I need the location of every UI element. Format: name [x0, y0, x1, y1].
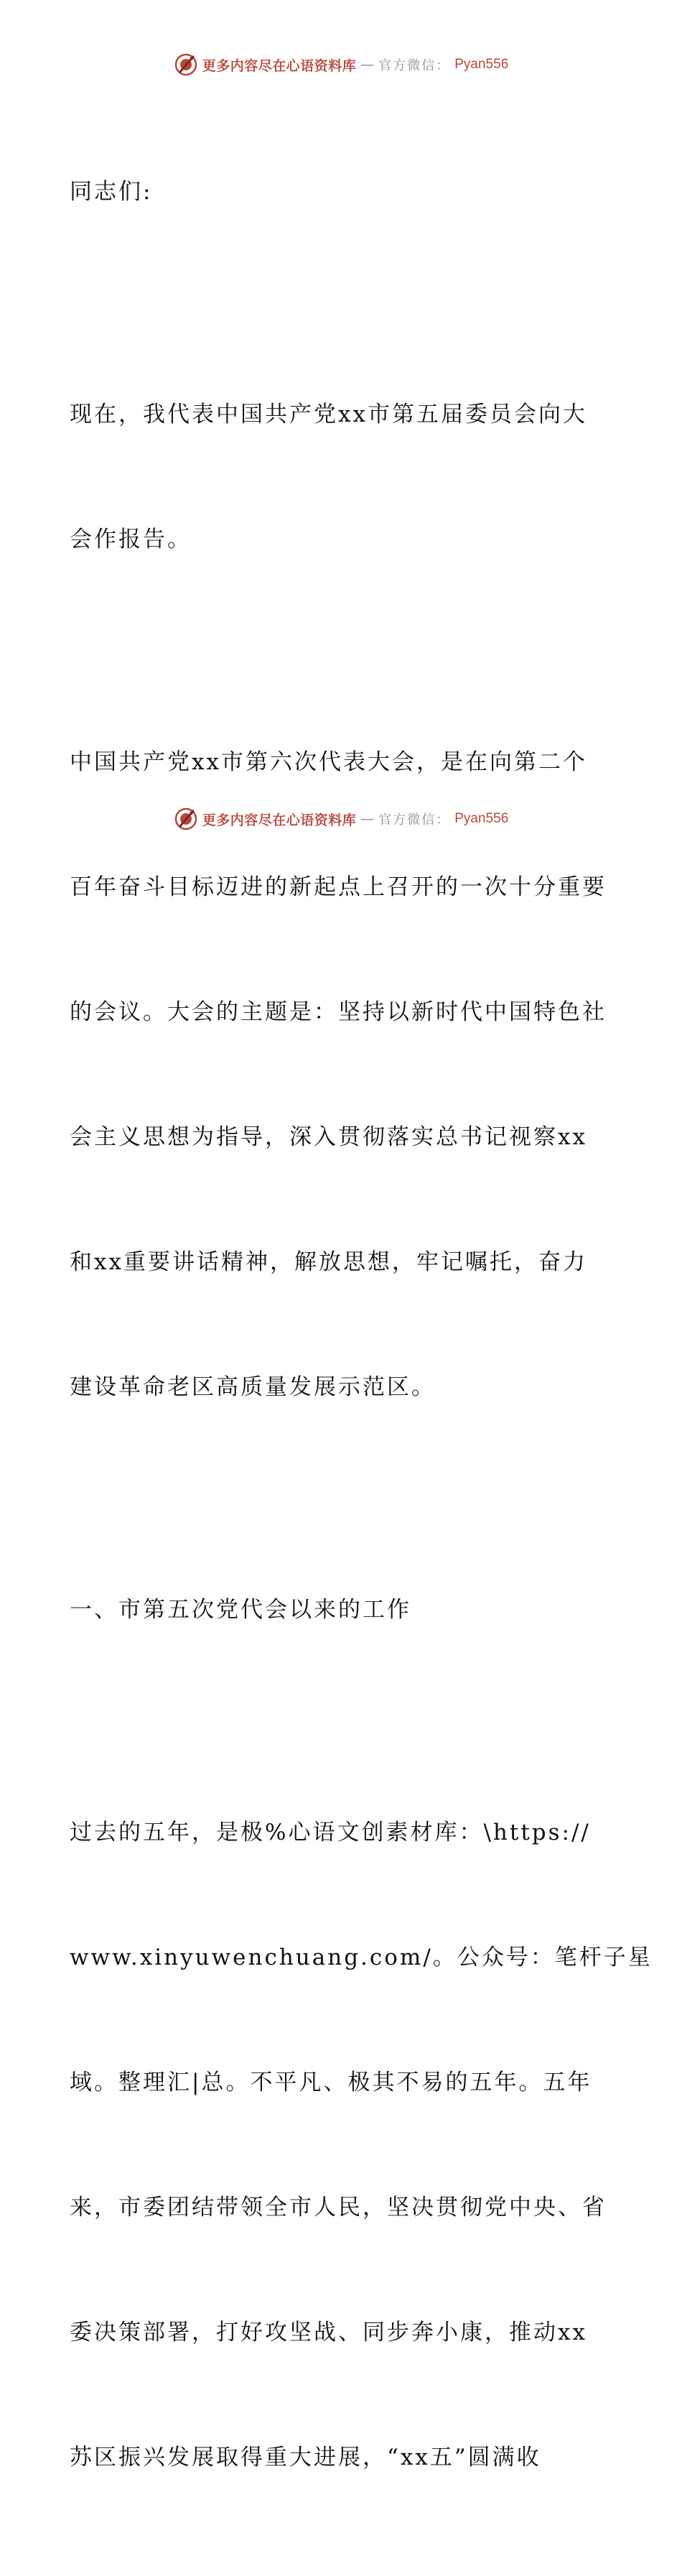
watermark-brand: 更多内容尽在心语资料库: [202, 812, 357, 828]
quill-pen-seal-icon: [174, 807, 198, 831]
watermark-dash: —: [360, 57, 375, 73]
section-heading-1: [70, 1506, 615, 1714]
paragraph-line: 域。整理汇|总。不平凡、极其不易的五年。五年: [70, 2070, 592, 2095]
greeting-line: 同志们:: [70, 179, 153, 205]
paragraph-1: [70, 310, 615, 644]
paragraph-line: 现在，我代表中国共产党xx市第五届委员会向大: [70, 402, 587, 427]
paragraph-2: [70, 658, 615, 1491]
paragraph-line: 建设革命老区高质量发展示范区。: [70, 1374, 436, 1400]
paragraph-line: www.xinyuwenchuang.com/。公众号：笔杆子星: [70, 1945, 653, 1970]
paragraph-3: [70, 1728, 653, 2562]
paragraph-line: 委决策部署，打好攻坚战、同步奔小康，推动xx: [70, 2320, 587, 2345]
quill-pen-seal-icon: [174, 52, 198, 77]
document-body: [70, 88, 653, 2576]
watermark-brand: 更多内容尽在心语资料库: [202, 57, 357, 74]
footer-watermark: [0, 805, 682, 833]
header-watermark: [0, 50, 682, 79]
paragraph-line: 会作报告。: [70, 527, 192, 552]
watermark-id: Pyan556: [454, 811, 509, 826]
paragraph-line: 会主义思想为指导，深入贯彻落实总书记视察xx: [70, 1124, 587, 1150]
paragraph-line: 中国共产党xx市第六次代表大会，是在向第二个: [70, 749, 587, 775]
watermark-id: Pyan556: [454, 57, 509, 72]
heading-line: 一、市第五次党代会以来的工作: [70, 1597, 411, 1623]
greeting: [70, 88, 615, 296]
paragraph-line: 和xx重要讲话精神，解放思想，牢记嘱托，奋力: [70, 1249, 587, 1275]
paragraph-line: 苏区振兴发展取得重大进展，“xx五”圆满收: [70, 2445, 541, 2470]
watermark-official: 官方微信：: [378, 58, 451, 73]
paragraph-line: 来，市委团结带领全市人民，坚决贯彻党中央、省: [70, 2195, 607, 2220]
paragraph-line: 过去的五年，是极%心语文创素材库：\https://: [70, 1820, 591, 1845]
paragraph-line: 百年奋斗目标迈进的新起点上召开的一次十分重要: [70, 874, 607, 900]
watermark-dash: —: [360, 811, 375, 827]
paragraph-line: 的会议。大会的主题是：坚持以新时代中国特色社: [70, 999, 607, 1025]
watermark-official: 官方微信：: [378, 812, 451, 828]
